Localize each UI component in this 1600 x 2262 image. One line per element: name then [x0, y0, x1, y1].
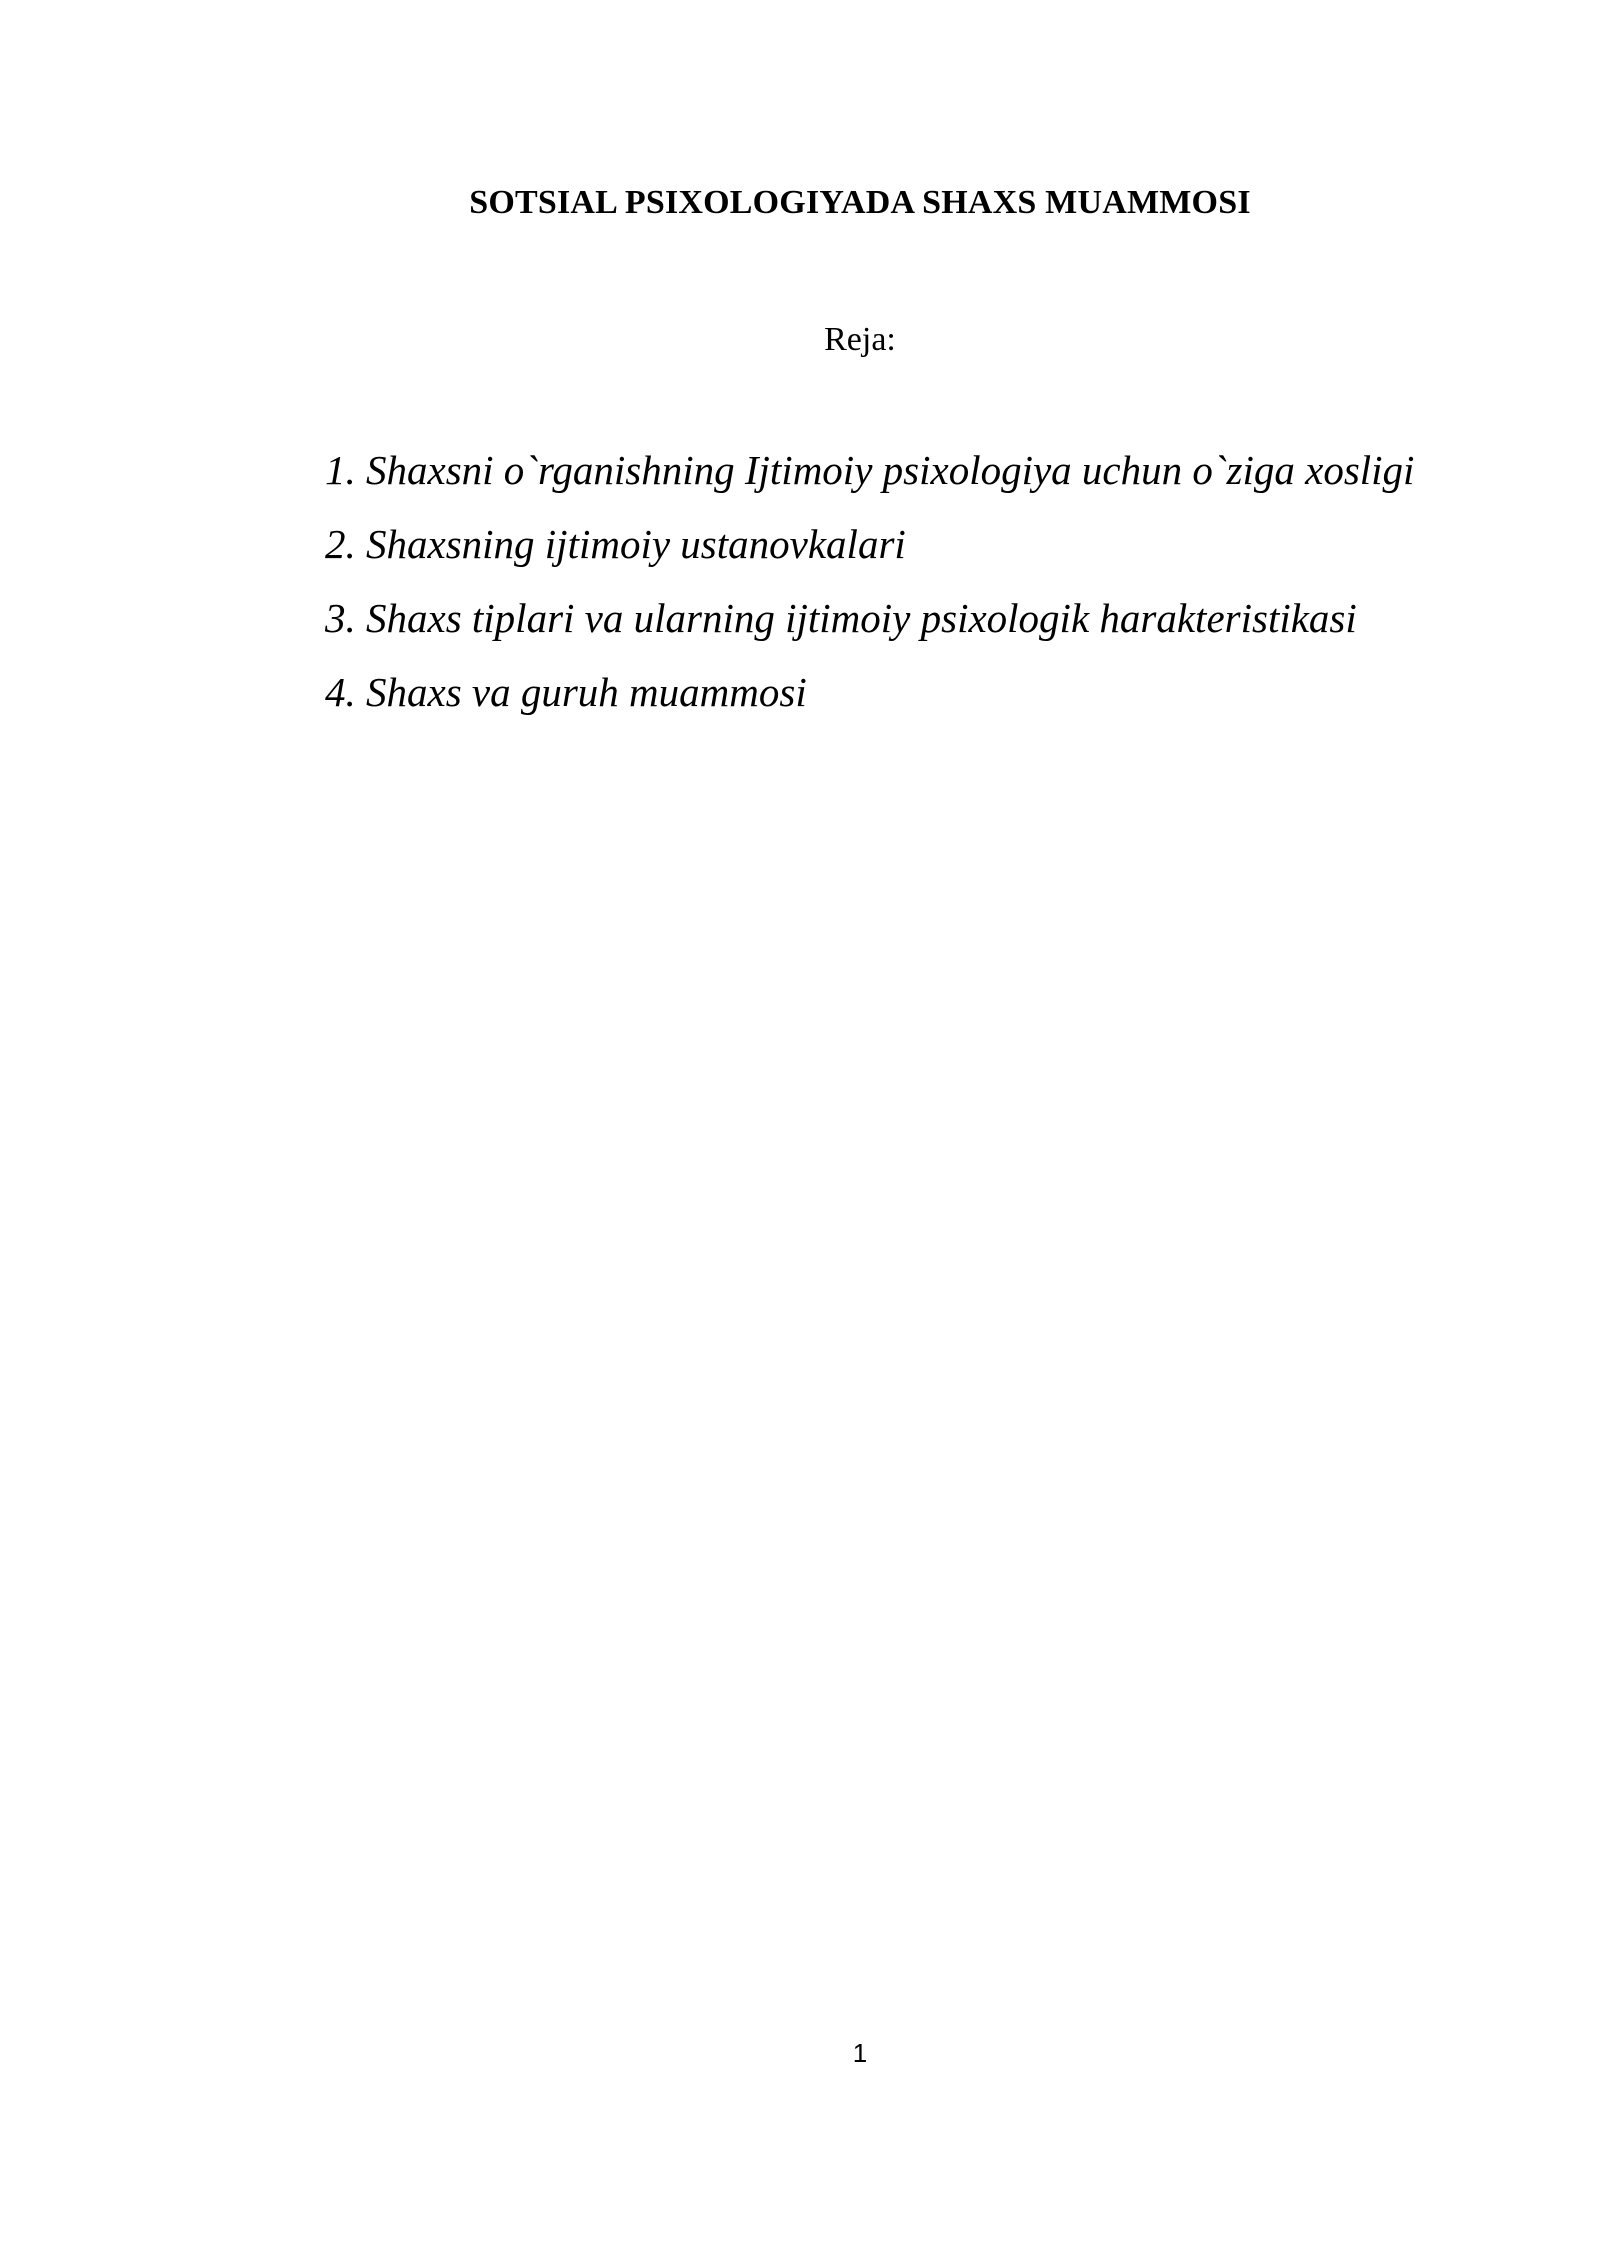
page-number: 1 [852, 2038, 868, 2068]
plan-heading: Reja: [824, 321, 896, 358]
plan-item: 2. Shaxsning ijtimoiy ustanovkalari [325, 521, 906, 567]
plan-item: 3. Shaxs tiplari va ularning ijtimoiy psixologik harakteristikasi [325, 595, 1357, 641]
document-title: SOTSIAL PSIXOLOGIYADA SHAXS MUAMMOSI [469, 184, 1251, 221]
plan-item: 1. Shaxsni o`rganishning Ijtimoiy psixologiya uchun o`ziga xosligi [325, 447, 1415, 493]
plan-item: 4. Shaxs va guruh muammosi [325, 669, 807, 715]
plan-list [325, 440, 1585, 736]
